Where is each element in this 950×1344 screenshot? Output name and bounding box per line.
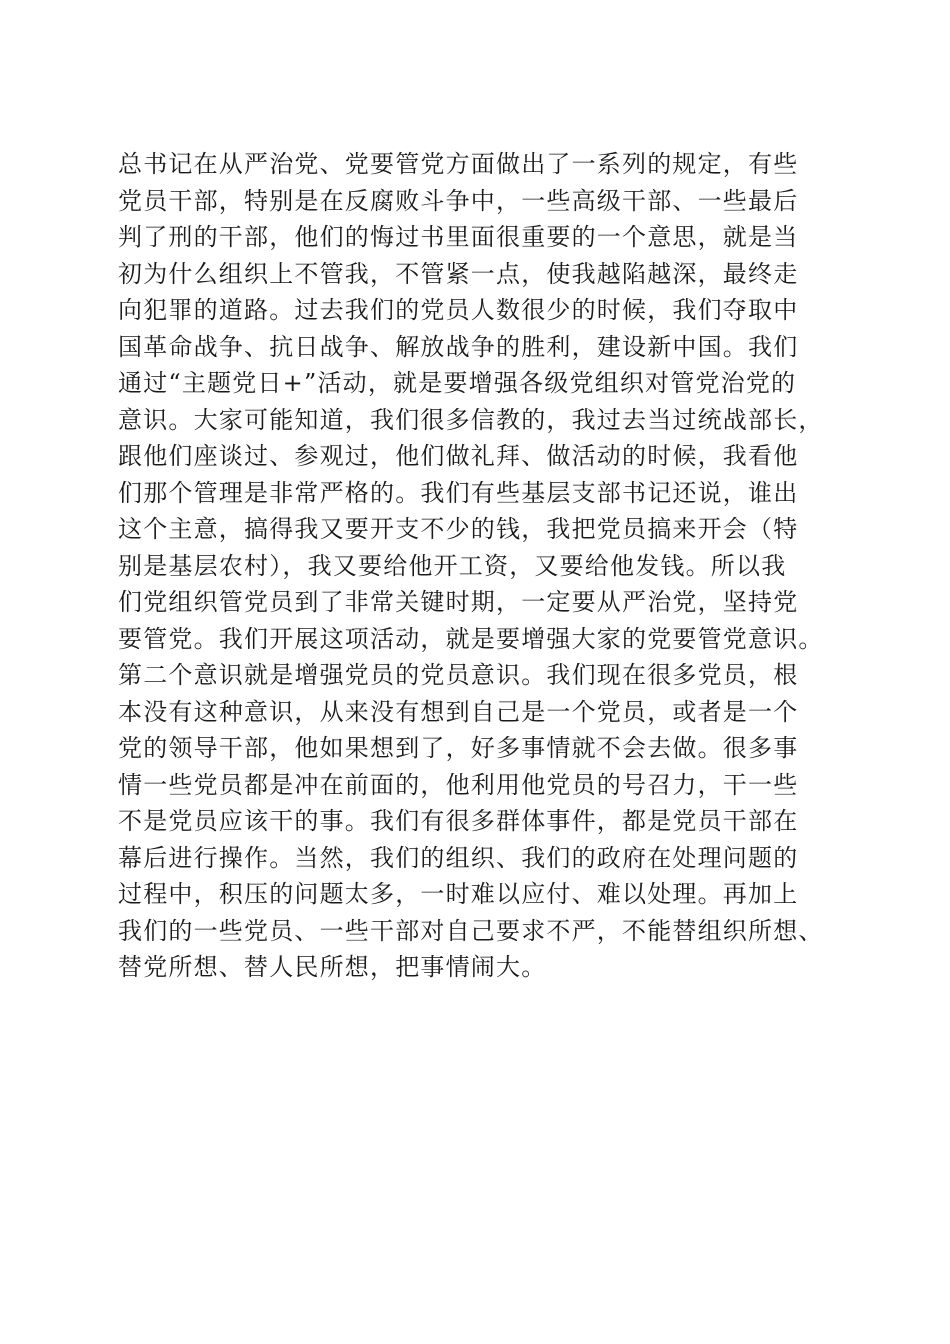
text-line: 们那个管理是非常严格的。我们有些基层支部书记还说，谁出 [118,478,799,507]
body-text [118,146,834,986]
text-line: 总书记在从严治党、党要管党方面做出了一系列的规定，有些 [118,150,799,178]
text-line: 替党所想、替人民所想，把事情闹大。 [118,953,547,981]
text-line: 初为什么组织上不管我，不管紧一点，使我越陷越深，最终走 [118,259,799,288]
text-line: 通过“主题党日+”活动，就是要增强各级党组织对管党治党的 [118,369,797,397]
text-line: 向犯罪的道路。过去我们的党员人数很少的时候，我们夺取中 [118,296,799,324]
text-line: 不是党员应该干的事。我们有很多群体事件，都是党员干部在 [118,807,799,835]
text-line: 这个主意，搞得我又要开支不少的钱，我把党员搞来开会（特 [118,515,799,543]
text-line: 们党组织管党员到了非常关键时期，一定要从严治党，坚持党 [118,588,799,616]
text-line: 过程中，积压的问题太多，一时难以应付、难以处理。再加上 [118,880,799,908]
text-line: 跟他们座谈过、参观过，他们做礼拜、做活动的时候，我看他 [118,442,799,470]
text-line: 别是基层农村），我又要给他开工资，又要给他发钱。所以我 [118,551,787,580]
text-line: 第二个意识就是增强党员的党员意识。我们现在很多党员，根 [118,661,799,689]
text-line: 意识。大家可能知道，我们很多信教的，我过去当过统战部长， [118,405,824,434]
text-line: 国革命战争、抗日战争、解放战争的胜利，建设新中国。我们 [118,332,799,361]
text-line: 我们的一些党员、一些干部对自己要求不严，不能替组织所想、 [118,916,824,945]
text-line: 要管党。我们开展这项活动，就是要增强大家的党要管党意识。 [118,624,824,653]
text-line: 党的领导干部，他如果想到了，好多事情就不会去做。很多事 [118,734,799,762]
text-line: 幕后进行操作。当然，我们的组织、我们的政府在处理问题的 [118,843,799,872]
text-line: 情一些党员都是冲在前面的，他利用他党员的号召力，干一些 [118,770,799,799]
text-line: 党员干部，特别是在反腐败斗争中，一些高级干部、一些最后 [118,186,799,215]
text-line: 判了刑的干部，他们的悔过书里面很重要的一个意思，就是当 [118,223,799,251]
text-line: 本没有这种意识，从来没有想到自己是一个党员，或者是一个 [118,697,799,726]
